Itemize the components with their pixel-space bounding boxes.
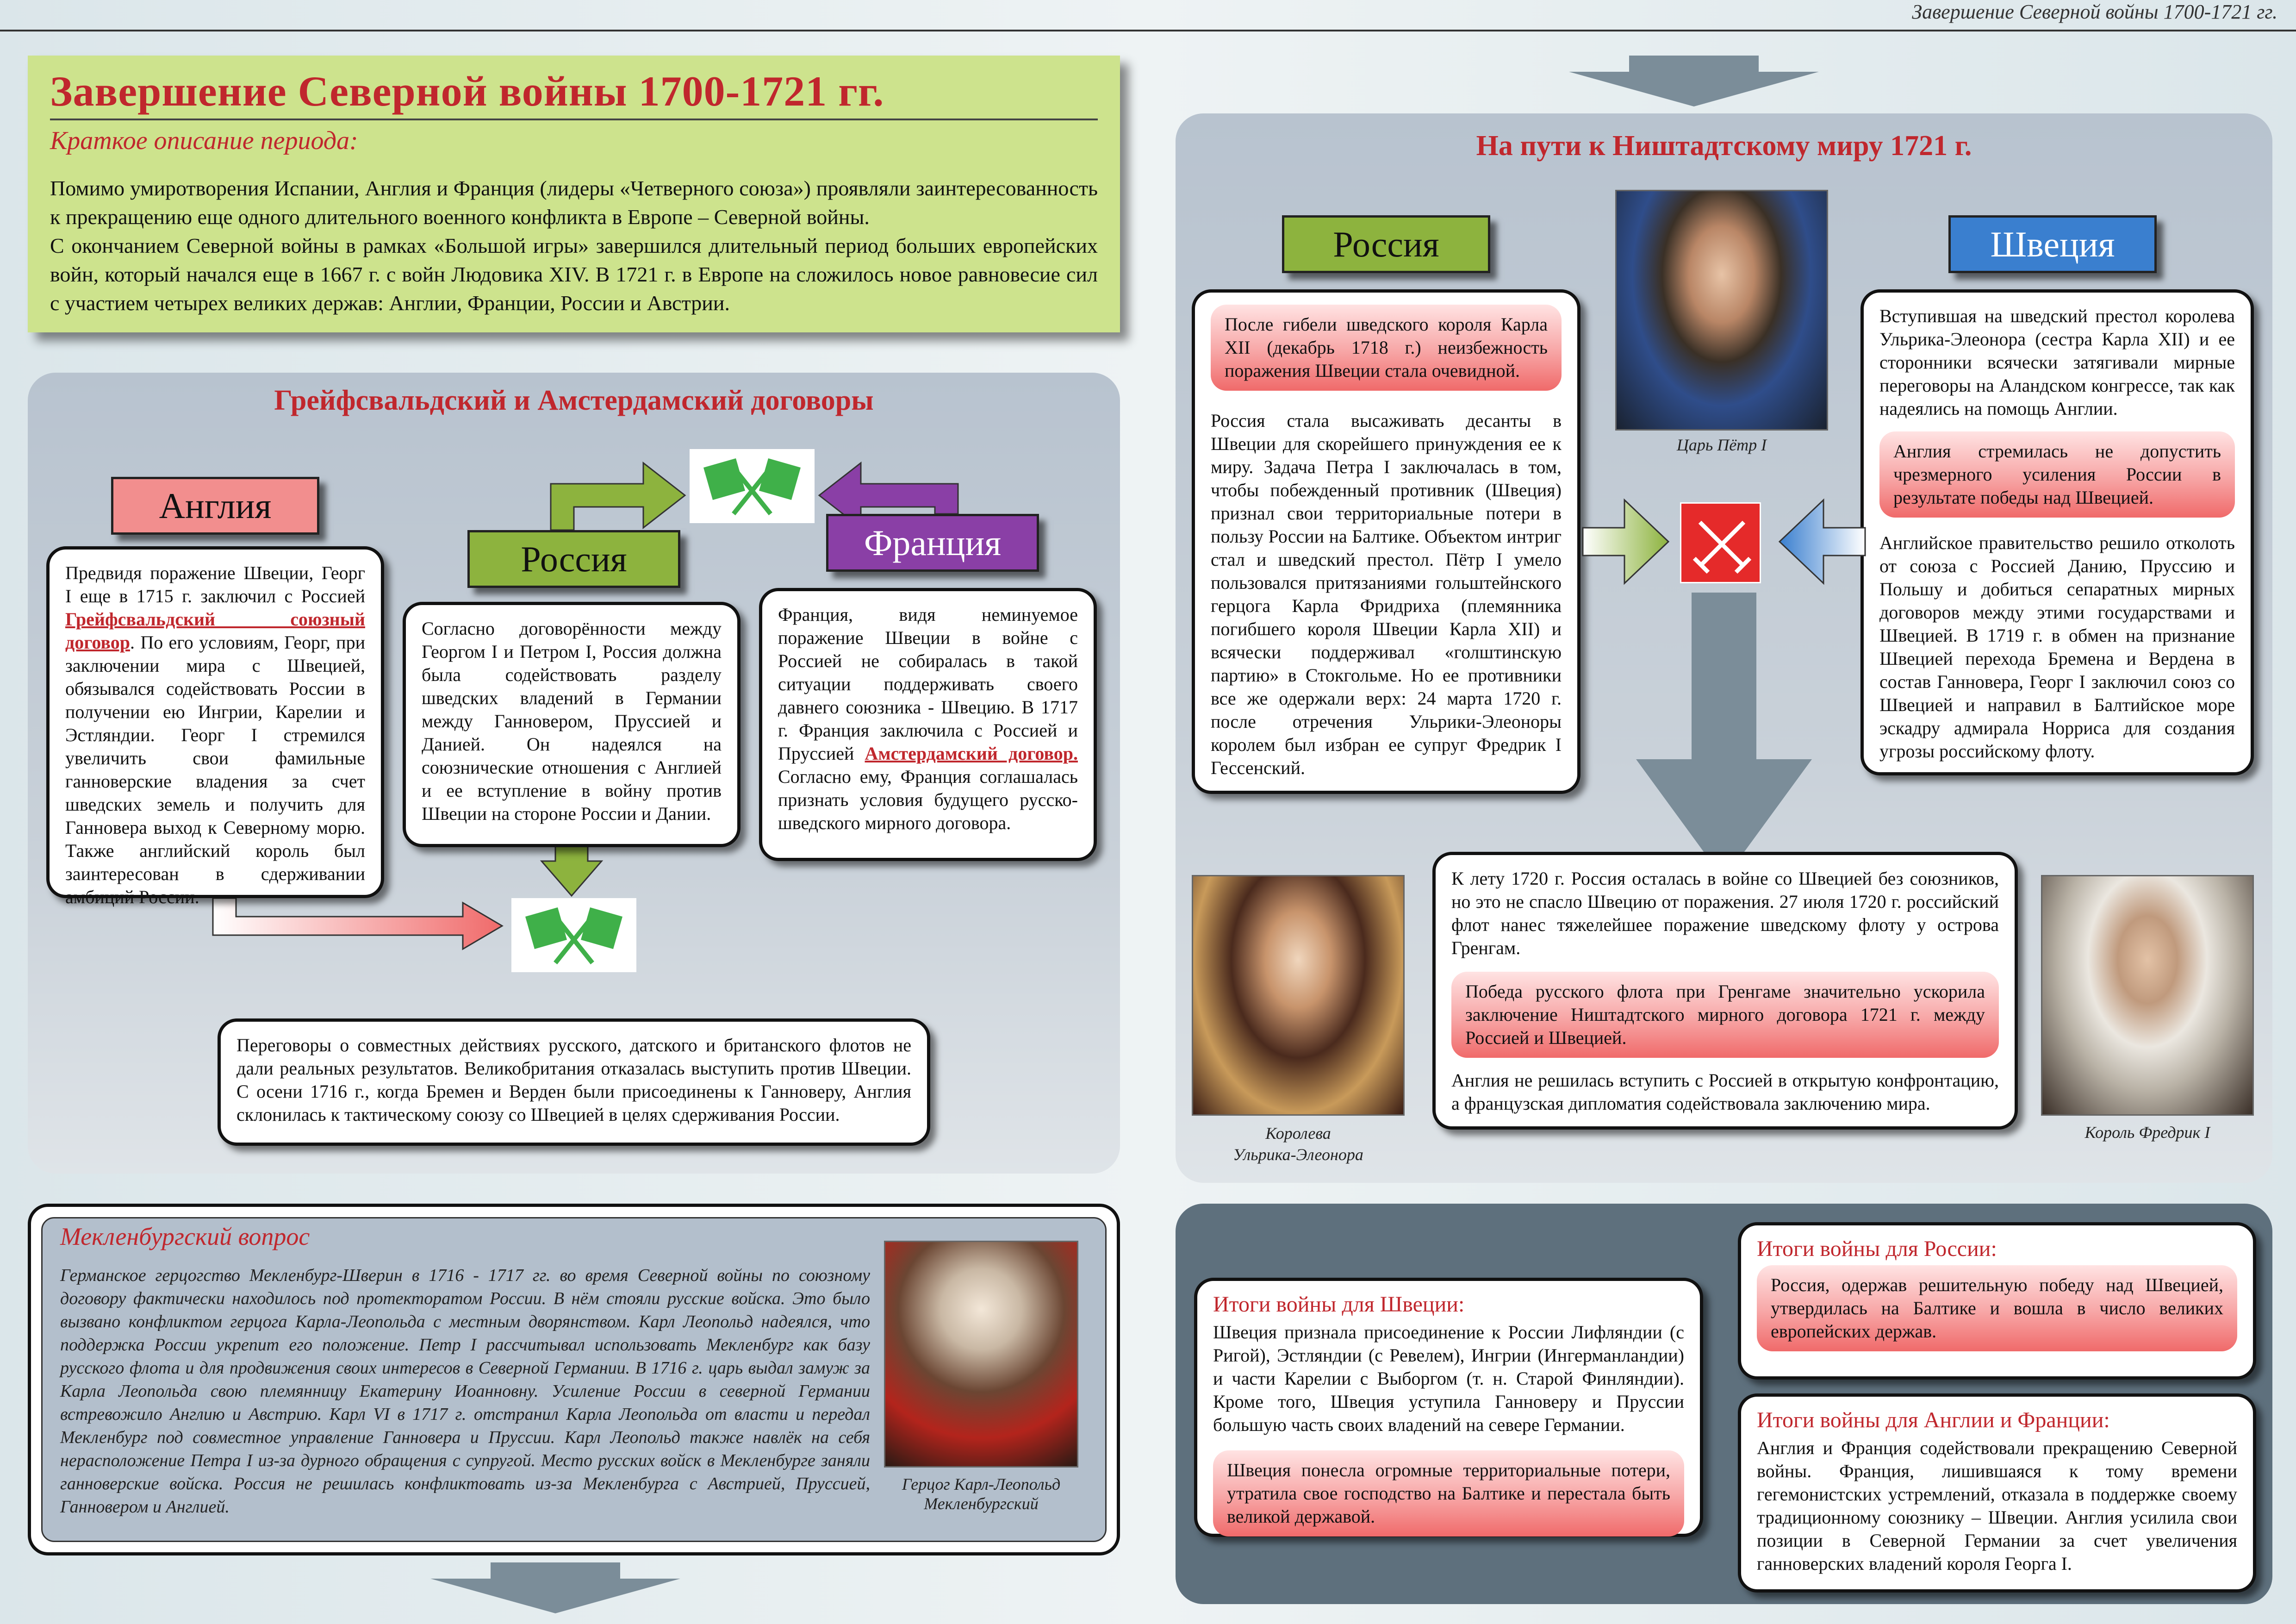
label-sweden: Швеция	[1948, 215, 2157, 273]
page-title: Завершение Северной войны 1700-1721 гг.	[50, 68, 884, 115]
greifswald-treaty: Грейфсвальдский союзный договор	[65, 609, 365, 653]
nystad-russia-highlight: После гибели шведского короля Карла XII (декабрь 1718 г.) неизбежность поражения Швеции стала очевидной.	[1211, 305, 1562, 391]
queen-caption-line: Ульрика-Элеонора	[1233, 1145, 1363, 1164]
nystad-title: На пути к Ништадтскому миру 1721 г.	[1476, 130, 1972, 162]
flags-icon	[511, 898, 636, 972]
amsterdam-treaty: Амстердамский договор.	[865, 743, 1078, 764]
queen-caption-line: Королева	[1265, 1124, 1331, 1143]
karl-leopold-portrait	[884, 1241, 1078, 1468]
france-textbox	[759, 588, 1097, 861]
label-russia-nystad: Россия	[1282, 215, 1490, 273]
results-england-france-text: Англия и Франция содействовали прекращению Северной войны. Франция, лишившаяся к тому времени гегемонистских устремлений, отказала в поддержке своему традиционному союзнику – Швеции. Англия усилила свои позиции в Северной Германии за счет увеличения ганноверских владений короля Георга I.	[1757, 1437, 2237, 1574]
nystad-center-textbox	[1432, 852, 2018, 1130]
results-sweden-text: Швеция признала присоединение к России Лифляндии (с Ригой), Эстляндии (с Ревелем), Ингрии (Ингерманландии) и части Карелии с Выборгом (т. н. Старой Финляндии). Кроме того, Швеция уступила Ганноверу и Пруссии большую часть своих владений на севере Германии.	[1213, 1322, 1684, 1435]
nystad-sweden-textbox	[1860, 289, 2254, 775]
negotiations-text: Переговоры о совместных действиях русского, датского и британского флотов не дали реальных результатов. Великобритания отказалась выступить против Швеции. С осени 1716 г., когда Бремен и Верден были присоединены к Ганноверу, Англия склонилась к тактическому союзу со Швецией в целях сдерживания России.	[236, 1035, 911, 1125]
nystad-sweden-text: Английское правительство решило отколоть от союза с Россией Данию, Пруссию и Польшу и добиться сепаратных мирных договоров между этими государствами и Швецией. В 1719 г. в обмен на признание Швецией перехода Бремена и Вердена в состав Ганновера, Георг I заключил союз со Швецией и направил в Балтийское море эскадру адмирала Норриса для создания угрозы российскому флоту.	[1879, 532, 2235, 762]
france-text-part: Франция, видя неминуемое поражение Швеции в войне с Россией не собиралась в такой ситуации поддерживать своего давнего союзника - Швецию. В 1717 г. Франция заключила с Россией и Пруссией	[778, 604, 1078, 764]
label-russia: Россия	[467, 530, 680, 588]
results-sweden-highlight: Швеция понесла огромные территориальные потери, утратила свое господство на Балтике и перестала быть великой державой.	[1213, 1450, 1684, 1537]
russia-textbox	[403, 602, 740, 847]
peter-portrait	[1615, 190, 1828, 431]
intro-paragraph: Помимо умиротворения Испании, Англия и Франция (лидеры «Четверного союза») проявляли заинтересованность к прекращению еще одного длительного военного конфликта в Европе – Северной войны.	[50, 176, 1098, 229]
nystad-russia-text: Россия стала высаживать десанты в Швеции для скорейшего принуждения ее к миру. Задача Петра I заключалась в том, чтобы побежденный противник (Швеция) признал свои территориальные потери в пользу России на Балтике. Объектом интриг стал и шведский престол. Пётр I умело пользовался притязаниями гольштейнского герцога Карла Фридриха (племянника погибшего короля Швеции Карла XII) и всячески поддерживал «голштинскую партию» в Стокгольме. Но ее противники все же одержали верх: 24 марта 1720 г. после отречения Ульрики-Элеоноры королем был избран ее супруг Фредрик I Гессенский.	[1211, 410, 1562, 778]
england-text-part: Предвидя поражение Швеции, Георг I еще в 1715 г. заключил с Россией	[65, 562, 365, 606]
england-text-part: . По его условиям, Георг, при заключении мира с Швецией, обязывался содействовать России в получении ею Ингрии, Карелии и Эстляндии. Георг I стремился увеличить свои фамильные ганноверские владения за счет шведских земель и получить для Ганновера выход к Северному морю. Также английский король был заинтересован в сдерживании амбиций России.	[65, 632, 365, 907]
results-sweden-title: Итоги войны для Швеции:	[1213, 1292, 1465, 1317]
nystad-center-highlight: Победа русского флота при Гренгаме значительно ускорила заключение Ништадтского мирного договора 1721 г. между Россией и Швецией.	[1451, 972, 1999, 1058]
label-england: Англия	[111, 477, 319, 535]
karl-leopold-caption: Герцог Карл-Леопольд Мекленбургский	[902, 1475, 1061, 1513]
negotiations-textbox	[218, 1018, 930, 1146]
down-arrow-icon	[1569, 56, 1819, 106]
intro-paragraph: С окончанием Северной войны в рамках «Большой игры» завершился длительный период больших европейских войн, который начался еще в 1667 г. с войн Людовика XIV. В 1721 г. в Европе на сложилось новое равновесие сил с участием четырех великих держав: Англии, Франции, России и Австрии.	[50, 234, 1098, 315]
england-textbox	[46, 546, 384, 907]
running-title: Завершение Северной войны 1700-1721 гг.	[1912, 0, 2277, 23]
label-france: Франция	[826, 514, 1039, 572]
france-text-part: Согласно ему, Франция соглашалась признать условия будущего русско-шведского мирного договора.	[778, 766, 1078, 833]
treaties-title: Грейфсвальдский и Амстердамский договоры	[274, 385, 874, 416]
queen-caption	[1192, 1123, 1405, 1165]
king-portrait	[2041, 875, 2254, 1116]
results-england-france-title: Итоги войны для Англии и Франции:	[1757, 1408, 2110, 1432]
nystad-center-text: Англия не решилась вступить с Россией в открытую конфронтацию, а французская дипломатия содействовала заключению мира.	[1451, 1070, 1999, 1114]
queen-portrait	[1192, 875, 1405, 1116]
peter-caption: Царь Пётр I	[1676, 436, 1767, 454]
nystad-sweden-text: Вступившая на шведский престол королева Ульрика-Элеонора (сестра Карла XII) и ее сторонники всячески затягивали мирные переговоры на Аландском конгрессе, так как надеялись на помощь Англии.	[1879, 306, 2235, 419]
mecklenburg-text: Германское герцогство Мекленбург-Шверин в 1716 - 1717 гг. во время Северной войны по союзному договору фактически находилось под протекторатом России. В нём стояли русские войска. Это было вызвано конфликтом герцога Карла-Леопольда с местным дворянством. Карл Леопольд надеялся, что поддержка России укрепит его положение. Петр I рассчитывал использовать Мекленбург как базу русского флота и для продвижения своих интересов в Северной Германии. В 1716 г. царь выдал замуж за Карла Леопольда свою племянницу Екатерину Иоанновну. Усиление России в северной Германии встревожило Англию и Австрию. Карл VI в 1717 г. отстранил Карла Леопольда от власти и передал Мекленбург под совместное управление Ганновера и Пруссии. Карл Леопольд также навлёк на себя нерасположение Петра I из-за дурного обращения с супругой. Место русских войск в Мекленбурге заняли ганноверские войска. Россия не решилась конфликтовать из-за Мекленбурга с Австрией, Пруссией, Ганновером и Англией.	[60, 1266, 870, 1517]
results-russia-textbox	[1738, 1222, 2256, 1380]
results-russia-highlight: Россия, одержав решительную победу над Швецией, утвердилась на Балтике и вошла в число великих европейских держав.	[1757, 1265, 2237, 1351]
results-england-france-textbox	[1738, 1393, 2256, 1593]
down-arrow-icon	[430, 1562, 680, 1613]
russia-text: Согласно договорённости между Георгом I и Петром I, Россия должна была содействовать разделу шведских владений в Германии между Ганновером, Пруссией и Данией. Он надеялся на союзнические отношения с Англией и ее вступление в войну против Швеции на стороне России и Дании.	[422, 618, 722, 824]
crossed-swords-icon	[1680, 502, 1761, 583]
flags-icon	[690, 449, 815, 523]
results-russia-title: Итоги войны для России:	[1757, 1237, 1997, 1261]
nystad-sweden-highlight: Англия стремилась не допустить чрезмерного усиления России в результате победы над Швецией.	[1879, 431, 2235, 518]
nystad-russia-textbox	[1192, 289, 1580, 794]
intro-subtitle: Краткое описание периода:	[50, 126, 358, 155]
nystad-center-text: К лету 1720 г. Россия осталась в войне со Швецией без союзников, но это не спасло Швецию от поражения. 27 июля 1720 г. российский флот нанес тяжелейшее поражение шведскому флоту у острова Гренгам.	[1451, 868, 1999, 958]
results-sweden-textbox	[1194, 1278, 1703, 1537]
king-caption: Король Фредрик I	[2084, 1123, 2210, 1142]
mecklenburg-title: Мекленбургский вопрос	[60, 1223, 310, 1250]
